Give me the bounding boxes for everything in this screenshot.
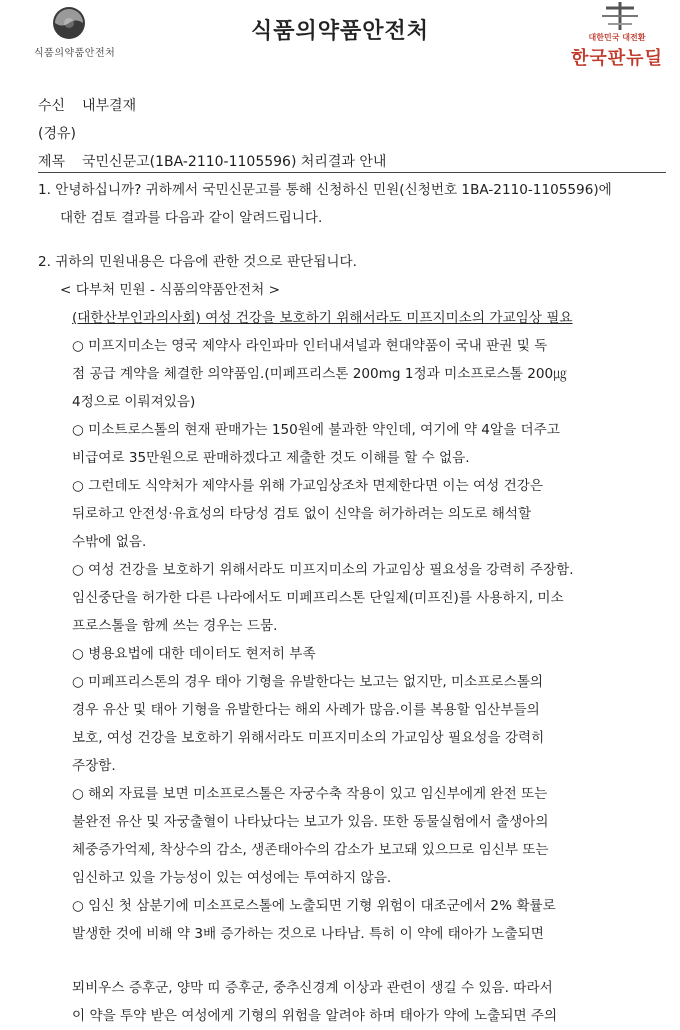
complaint-topic: (대한산부인과의사회) 여성 건강을 보호하기 위해서라도 미프지미소의 가교임상 필요 (72, 310, 573, 326)
bullet-line: ○ 미프지미소는 영국 제약사 라인파마 인터내셔널과 현대약품이 국내 판권 및 독 (72, 338, 548, 354)
bullet-line: ○ 병용요법에 대한 데이터도 현저히 부족 (72, 646, 316, 662)
bullet-line: ○ 미소트로스톨의 현재 판매가는 150원에 불과한 약인데, 여기에 약 4알을 더주고 (72, 422, 560, 438)
paragraph-1-line-1: 1. 안녕하십니까? 귀하께서 국민신문고를 통해 신청하신 민원(신청번호 1BA-2110-1105596)에 (38, 182, 612, 198)
bullet-line: 불완전 유산 및 자궁출혈이 나타났다는 보고가 있음. 또한 동물실험에서 출생아의 (72, 814, 549, 830)
bullet-line: 4정으로 이뤄져있음) (72, 394, 196, 410)
continued-line: 이 약을 투약 받은 여성에게 기형의 위험을 알려야 하며 태아가 약에 노출되면 주의 (72, 1008, 558, 1024)
letterhead (0, 0, 680, 80)
recipient-label: 수신 (38, 98, 66, 114)
bullet-line: 임신중단을 허가한 다른 나라에서도 미페프리스톤 단일제(미프진)를 사용하지, 미소 (72, 590, 564, 606)
bullet-line: ○ 그런데도 식약처가 제약사를 위해 가교임상조차 면제한다면 이는 여성 건강은 (72, 478, 543, 494)
document-meta (38, 92, 658, 176)
bullet-line: 발생한 것에 비해 약 3배 증가하는 것으로 나타남. 특히 이 약에 태아가 노출되면 (72, 926, 544, 942)
bullet-line: 뒤로하고 안전성·유효성의 타당성 검토 없이 신약을 허가하려는 의도로 해석할 (72, 506, 532, 522)
recipient-row (38, 92, 658, 120)
bullet-line: 경우 유산 및 태아 기형을 유발한다는 해외 사례가 많음.이를 복용할 임산부들의 (72, 702, 540, 718)
new-deal-name: 한국판뉴딜 (571, 48, 663, 69)
bullet-line: 체중증가억제, 착상수의 감소, 생존태아수의 감소가 보고돼 있으므로 임신부 또는 (72, 842, 549, 858)
bullet-line: ○ 해외 자료를 보면 미소프로스톨은 자궁수축 작용이 있고 임신부에게 완전 또는 (72, 786, 548, 802)
via-row (38, 120, 658, 148)
via-label: (경유) (38, 126, 76, 142)
bullet-line: 비급여로 35만원으로 판매하겠다고 제출한 것도 이해를 할 수 없음. (72, 450, 470, 466)
header-divider (38, 172, 666, 173)
subject-value: 국민신문고(1BA-2110-1105596) 처리결과 안내 (82, 154, 387, 170)
ministry-title: 식품의약품안전처 (250, 19, 430, 44)
continued-line: 뫼비우스 증후군, 양막 띠 증후군, 중추신경계 이상과 관련이 생길 수 있음. 따라서 (72, 980, 553, 996)
paragraph-2: 2. 귀하의 민원내용은 다음에 관한 것으로 판단됩니다. (38, 254, 357, 270)
bullet-line: 점 공급 계약을 체결한 의약품임.(미페프리스톤 200mg 1정과 미소프로스톨 200㎍ (72, 366, 567, 382)
new-deal-subtitle: 대한민국 대전환 (588, 33, 646, 42)
bullet-line: ○ 여성 건강을 보호하기 위해서라도 미프지미소의 가교임상 필요성을 강력히 주장함. (72, 562, 574, 578)
bullet-line: 수밖에 없음. (72, 534, 147, 550)
subject-label: 제목 (38, 154, 66, 170)
sub-header: < 다부처 민원 - 식품의약품안전처 > (60, 282, 280, 298)
new-deal-logo (562, 2, 672, 72)
bullet-line: ○ 임신 첫 삼분기에 미소프로스톨에 노출되면 기형 위험이 대조군에서 2% 확률로 (72, 898, 556, 914)
bullet-line: 주장함. (72, 758, 116, 774)
new-deal-mark-icon (598, 2, 642, 30)
paragraph-1-line-2: 대한 검토 결과를 다음과 같이 알려드립니다. (60, 210, 323, 226)
bullet-line: 임신하고 있을 가능성이 있는 여성에는 투여하지 않음. (72, 870, 392, 886)
recipient-value: 내부결재 (82, 98, 137, 114)
gov-name: 식품의약품안전처 (34, 48, 116, 59)
document-body (38, 176, 670, 1030)
bullet-line: 보호, 여성 건강을 보호하기 위해서라도 미프지미소의 가교임상 필요성을 강력히 (72, 730, 545, 746)
bullet-line: ○ 미페프리스톤의 경우 태아 기형을 유발한다는 보고는 없지만, 미소프로스톨의 (72, 674, 543, 690)
bullet-line: 프로스톨을 함께 쓰는 경우는 드뭄. (72, 618, 278, 634)
